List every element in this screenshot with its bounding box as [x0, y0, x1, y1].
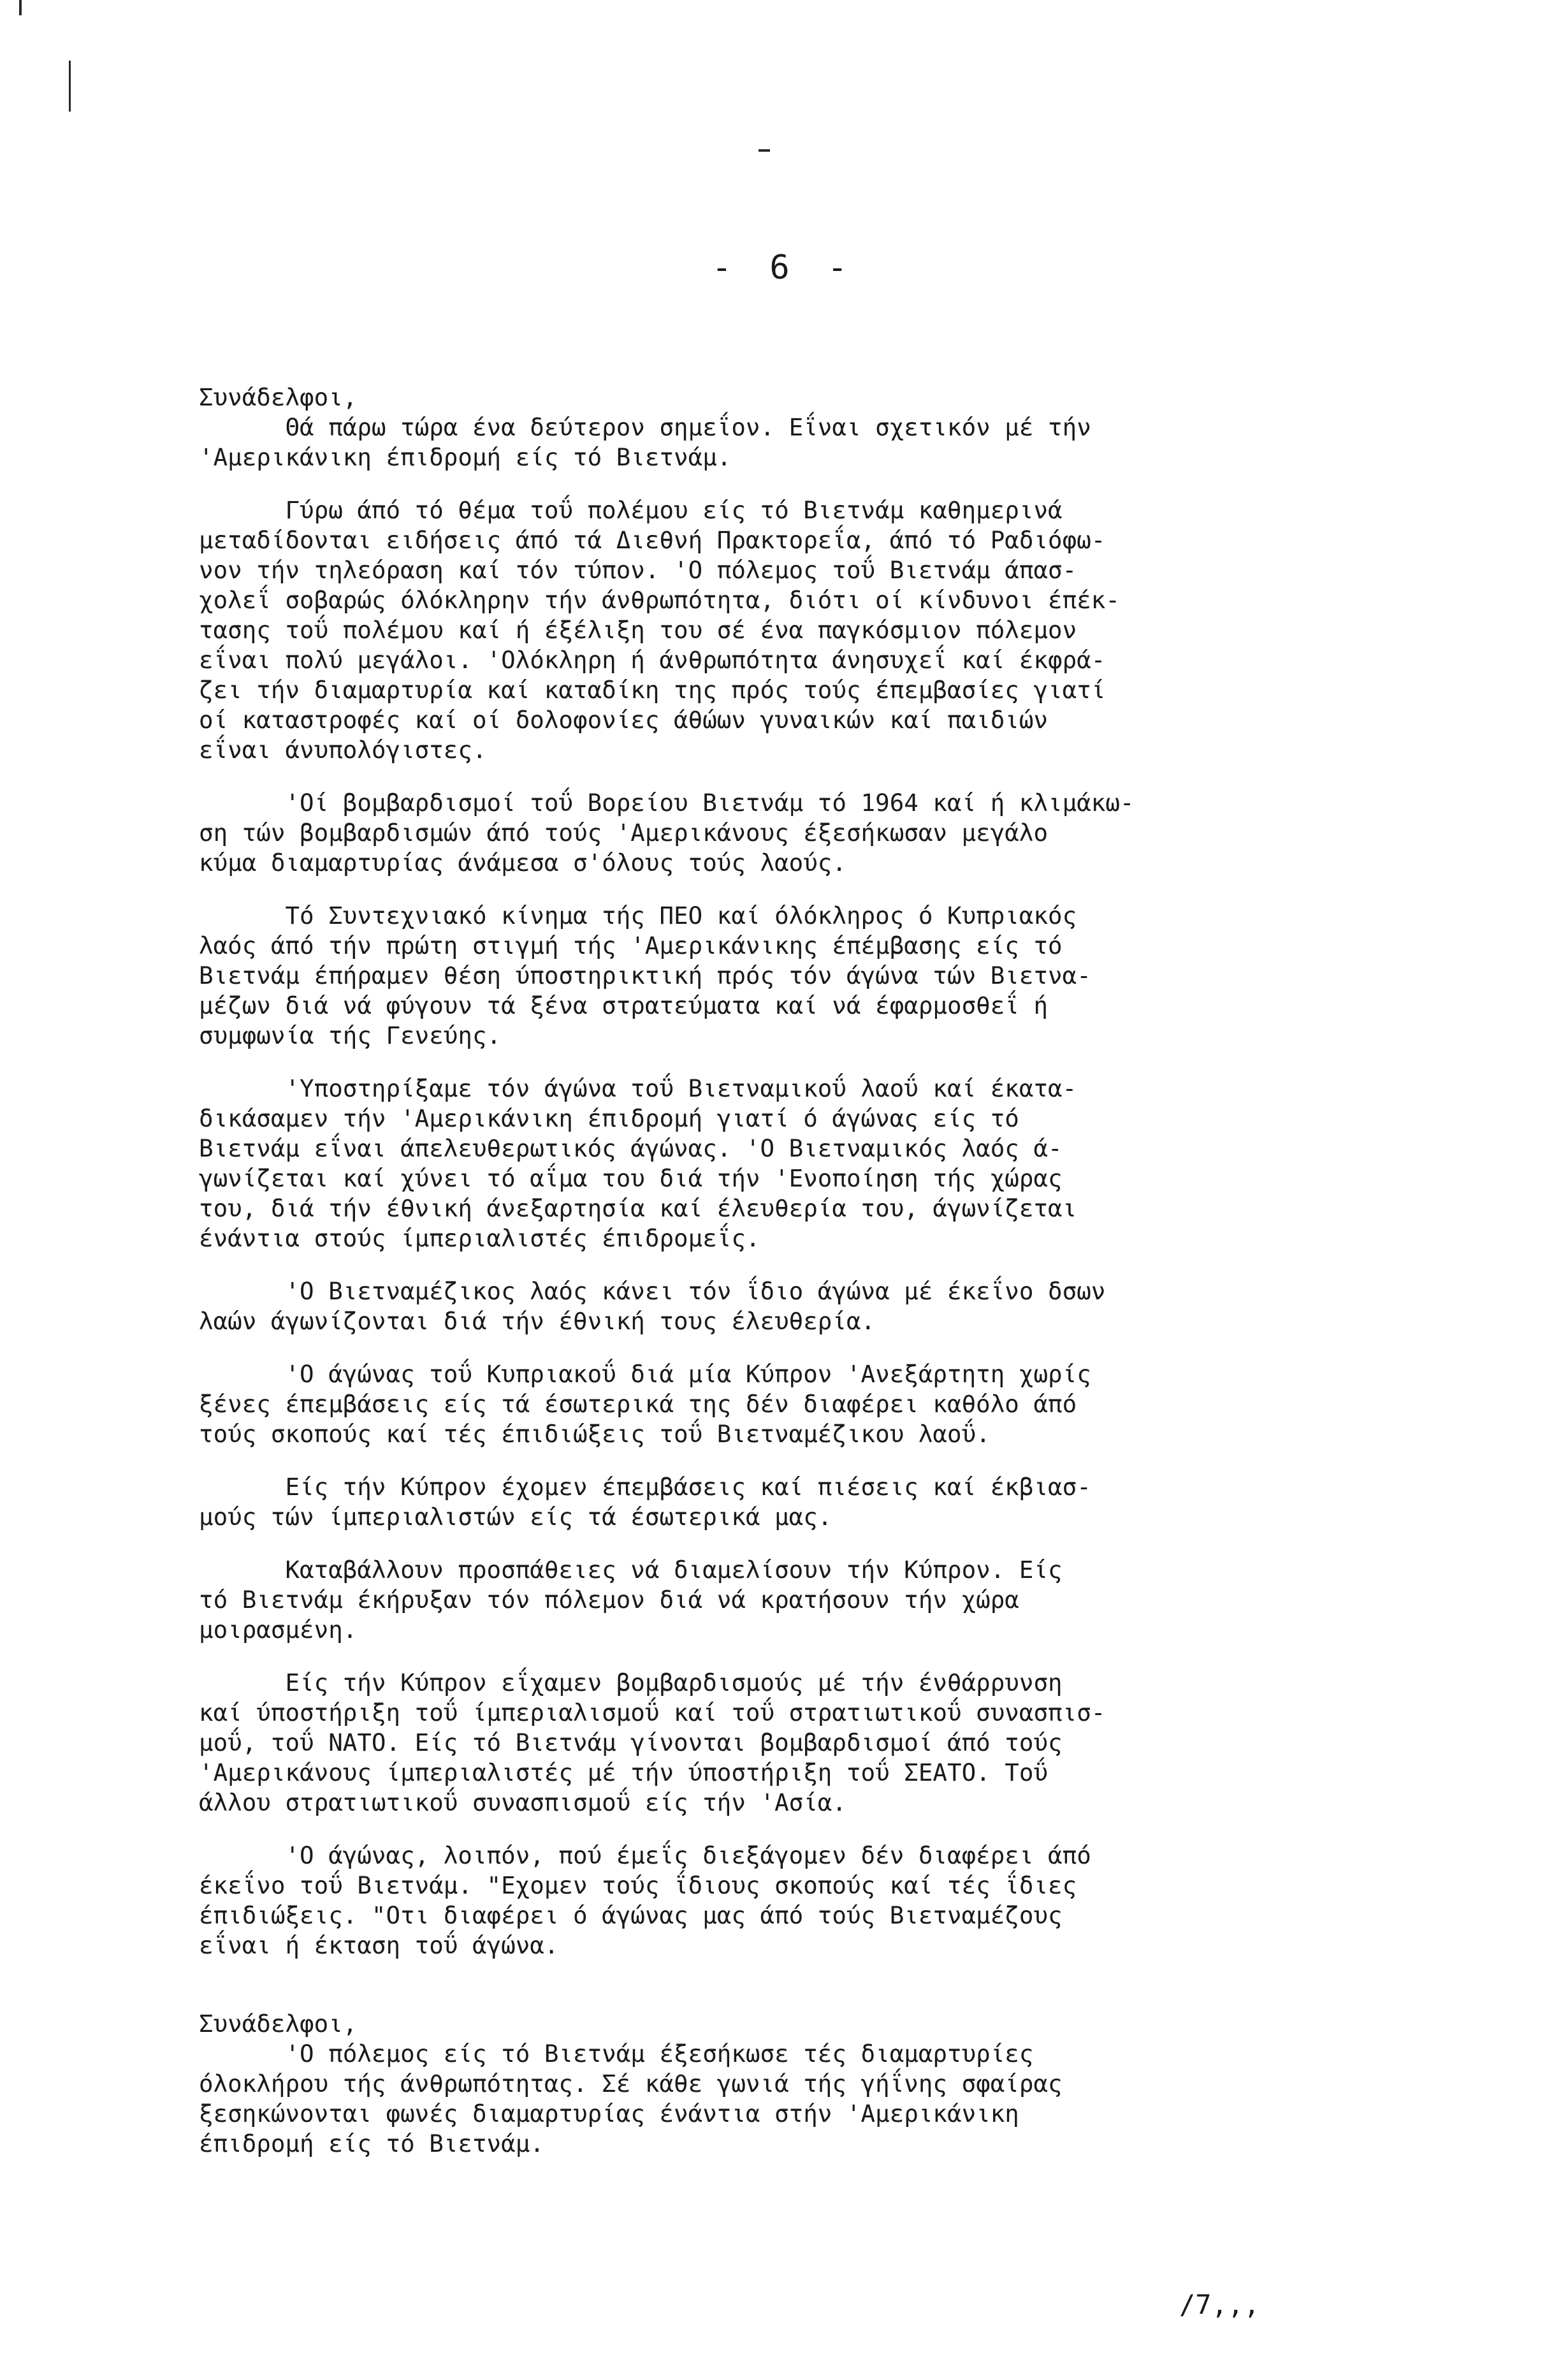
text-line: 'Ο πόλεμος είς τό Βιετνάμ έξεσήκωσε τές διαμαρτυρίες: [199, 2040, 1034, 2068]
text-line: εΐναι ή έκταση τοΰ άγώνα.: [199, 1931, 559, 1959]
left-edge-mark: [19, 0, 22, 15]
paragraph: [199, 495, 1423, 765]
text-line: Βιετνάμ έπήραμεν θέση ύποστηρικτική πρός τόν άγώνα τών Βιετνα-: [199, 961, 1091, 990]
text-line: γωνίζεται καί χύνει τό αΐμα του διά τήν 'Ενοποίηση τής χώρας: [199, 1164, 1063, 1192]
text-line: 'Ο άγώνας, λοιπόν, πού έμεΐς διεξάγομεν δέν διαφέρει άπό: [199, 1841, 1091, 1869]
text-line: συμφωνία τής Γενεύης.: [199, 1021, 502, 1049]
paragraph: [199, 1555, 1423, 1645]
paragraph: [199, 413, 1423, 472]
spacer: [199, 2159, 1423, 2182]
paragraph-group: [199, 413, 1423, 1983]
paragraph: [199, 1472, 1423, 1532]
text-line: έπιδρομή είς τό Βιετνάμ.: [199, 2129, 544, 2158]
text-line: μεταδίδονται ειδήσεις άπό τά Διεθνή Πρακτορεΐα, άπό τό Ραδιόφω-: [199, 526, 1106, 554]
text-line: ένάντια στούς ίμπεριαλιστές έπιδρομεΐς.: [199, 1224, 760, 1252]
text-line: ξεσηκώνονται φωνές διαμαρτυρίας ένάντια στήν 'Αμερικάνικη: [199, 2100, 1019, 2128]
paragraph: [199, 788, 1423, 878]
text-line: ζει τήν διαμαρτυρία καί καταδίκη της πρός τούς έπεμβασίες γιατί: [199, 676, 1106, 704]
text-line: Θά πάρω τώρα ένα δεύτερον σημεΐον. Εΐναι σχετικόν μέ τήν: [199, 413, 1091, 441]
text-line: Είς τήν Κύπρον έχομεν έπεμβάσεις καί πιέσεις καί έκβιασ-: [199, 1473, 1091, 1501]
text-line: 'Αμερικάνους ίμπεριαλιστές μέ τήν ύποστήριξη τοΰ ΣΕΑΤΟ. Τοΰ: [199, 1758, 1049, 1786]
text-line: μοΰ, τοΰ ΝΑΤΟ. Είς τό Βιετνάμ γίνονται βομβαρδισμοί άπό τούς: [199, 1728, 1063, 1756]
salutation: Συνάδελφοι,: [199, 2010, 358, 2038]
salutation: Συνάδελφοι,: [199, 383, 358, 411]
text-line: 'Αμερικάνικη έπιδρομή είς τό Βιετνάμ.: [199, 443, 732, 471]
paragraph-group: [199, 2039, 1423, 2182]
spacer: [199, 878, 1423, 901]
text-line: τασης τοΰ πολέμου καί ή έξέλιξη του σέ ένα παγκόσμιον πόλεμον: [199, 616, 1077, 644]
page-number: - 6 -: [711, 249, 857, 287]
text-line: 'Ο Βιετναμέζικος λαός κάνει τόν ΐδιο άγώνα μέ έκεΐνο δσων: [199, 1277, 1106, 1305]
text-line: άλλου στρατιωτικοΰ συνασπισμοΰ είς τήν 'Ασία.: [199, 1788, 846, 1816]
text-line: δικάσαμεν τήν 'Αμερικάνικη έπιδρομή γιατί ό άγώνας είς τό: [199, 1104, 1019, 1132]
text-line: τούς σκοπούς καί τές έπιδιώξεις τοΰ Βιετναμέζικου λαοΰ.: [199, 1420, 991, 1448]
text-line: έπιδιώξεις. "Οτι διαφέρει ό άγώνας μας άπό τούς Βιετναμέζους: [199, 1901, 1063, 1929]
text-line: οί καταστροφές καί οί δολοφονίες άθώων γυναικών καί παιδιών: [199, 706, 1049, 734]
spacer: [199, 1983, 1423, 2009]
spacer: [199, 1532, 1423, 1555]
spacer: [199, 472, 1423, 495]
paragraph: [199, 1359, 1423, 1449]
left-edge-mark: [69, 61, 71, 112]
spacer: [199, 1449, 1423, 1472]
text-line: 'Οί βομβαρδισμοί τοΰ Βορείου Βιετνάμ τό 1964 καί ή κλιμάκω-: [199, 789, 1135, 817]
text-line: του, διά τήν έθνική άνεξαρτησία καί έλευθερία του, άγωνίζεται: [199, 1194, 1077, 1222]
text-line: Τό Συντεχνιακό κίνημα τής ΠΕΟ καί όλόκληρος ό Κυπριακός: [199, 902, 1077, 930]
next-page-reference: /7,,,: [1179, 2289, 1260, 2320]
text-line: μέζων διά νά φύγουν τά ξένα στρατεύματα καί νά έφαρμοσθεΐ ή: [199, 991, 1049, 1019]
text-line: εΐναι πολύ μεγάλοι. 'Ολόκληρη ή άνθρωπότητα άνησυχεΐ καί έκφρά-: [199, 646, 1106, 674]
text-line: λαός άπό τήν πρώτη στιγμή τής 'Αμερικάνικης έπέμβασης είς τό: [199, 931, 1063, 960]
text-line: ξένες έπεμβάσεις είς τά έσωτερικά της δέν διαφέρει καθόλο άπό: [199, 1390, 1077, 1418]
text-line: Είς τήν Κύπρον εΐχαμεν βομβαρδισμούς μέ τήν ένθάρρυνση: [199, 1669, 1063, 1697]
text-line: χολεΐ σοβαρώς όλόκληρην τήν άνθρωπότητα, διότι οί κίνδυνοι έπέκ-: [199, 586, 1120, 614]
spacer: [199, 1253, 1423, 1276]
text-line: μούς τών ίμπεριαλιστών είς τά έσωτερικά μας.: [199, 1503, 832, 1531]
paragraph: [199, 1276, 1423, 1336]
paragraph: [199, 2039, 1423, 2159]
text-line: ση τών βομβαρδισμών άπό τούς 'Αμερικάνους έξεσήκωσαν μεγάλο: [199, 819, 1049, 847]
spacer: [199, 1051, 1423, 1074]
text-line: καί ύποστήριξη τοΰ ίμπεριαλισμοΰ καί τοΰ στρατιωτικοΰ συνασπισ-: [199, 1698, 1106, 1727]
text-line: 'Ο άγώνας τοΰ Κυπριακοΰ διά μία Κύπρον 'Ανεξάρτητη χωρίς: [199, 1360, 1091, 1388]
text-line: κύμα διαμαρτυρίας άνάμεσα σ'όλους τούς λαούς.: [199, 849, 846, 877]
text-line: 'Υποστηρίξαμε τόν άγώνα τοΰ Βιετναμικοΰ λαοΰ καί έκατα-: [199, 1074, 1077, 1102]
paragraph: [199, 1668, 1423, 1818]
text-line: νον τήν τηλεόραση καί τόν τύπον. 'Ο πόλεμος τοΰ Βιετνάμ άπασ-: [199, 556, 1077, 584]
text-line: μοιρασμένη.: [199, 1616, 358, 1644]
text-line: εΐναι άνυπολόγιστες.: [199, 736, 487, 764]
text-line: έκεΐνο τοΰ Βιετνάμ. "Εχομεν τούς ΐδιους σκοπούς καί τές ΐδιες: [199, 1871, 1077, 1899]
paragraph: [199, 1841, 1423, 1961]
spacer: [199, 1818, 1423, 1841]
text-line: Καταβάλλουν προσπάθειες νά διαμελίσουν τήν Κύπρον. Είς: [199, 1556, 1063, 1584]
paragraph: [199, 1074, 1423, 1253]
spacer: [199, 1961, 1423, 1983]
spacer: [199, 765, 1423, 788]
text-line: Βιετνάμ εΐναι άπελευθερωτικός άγώνας. 'Ο Βιετναμικός λαός ά-: [199, 1134, 1063, 1162]
text-line: τό Βιετνάμ έκήρυξαν τόν πόλεμον διά νά κρατήσουν τήν χώρα: [199, 1586, 1019, 1614]
text-line: Γύρω άπό τό θέμα τοΰ πολέμου είς τό Βιετνάμ καθημερινά: [199, 496, 1063, 524]
spacer: [199, 1336, 1423, 1359]
speck-mark: [759, 149, 770, 152]
text-line: όλοκλήρου τής άνθρωπότητας. Σέ κάθε γωνιά τής γήΐνης σφαίρας: [199, 2070, 1063, 2098]
paragraph: [199, 901, 1423, 1051]
text-line: λαών άγωνίζονται διά τήν έθνική τους έλευθερία.: [199, 1307, 876, 1335]
spacer: [199, 1645, 1423, 1668]
letter-body: [199, 383, 1423, 2182]
